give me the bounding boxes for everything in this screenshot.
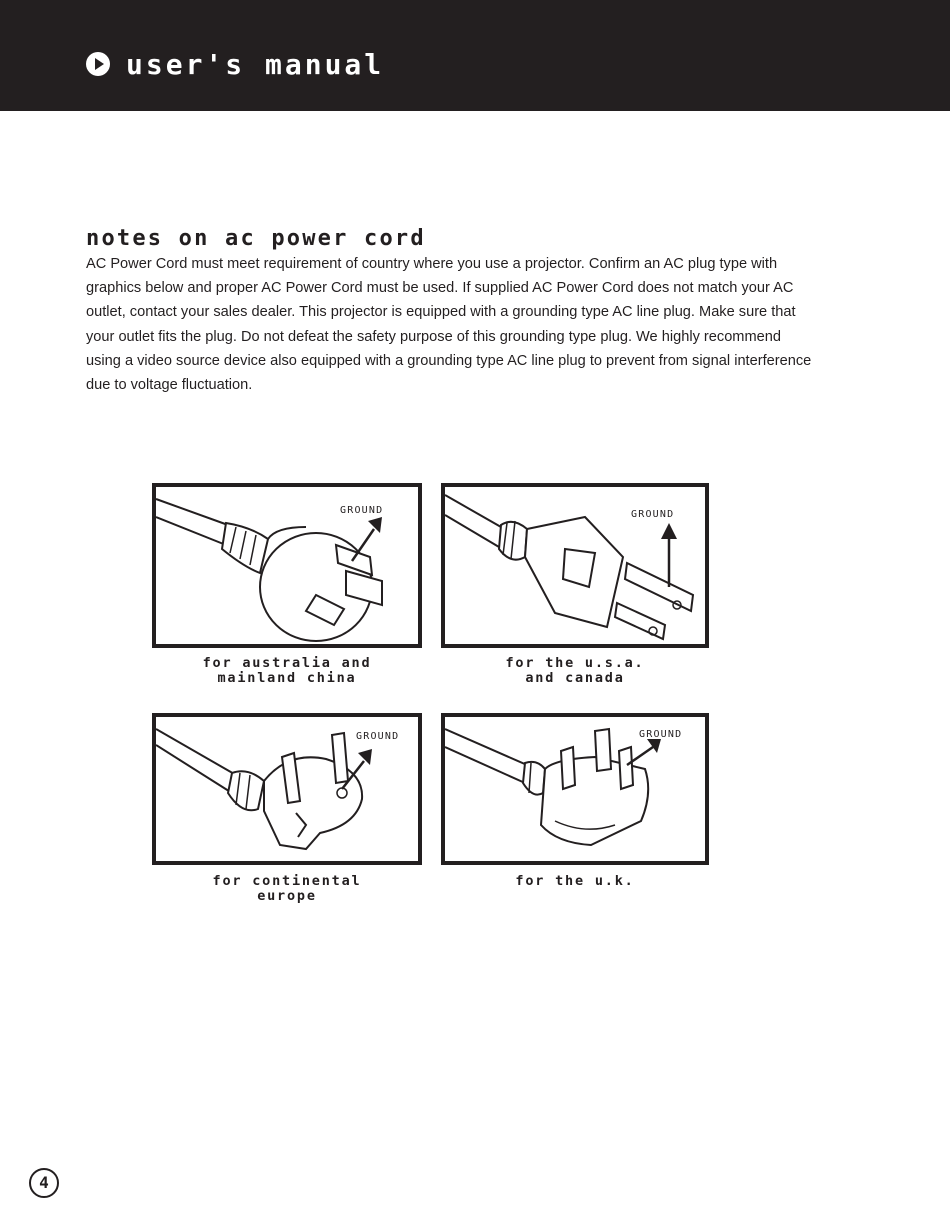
caption-line: europe bbox=[257, 888, 317, 904]
plug-caption-europe bbox=[152, 874, 422, 904]
ground-label: GROUND bbox=[639, 729, 683, 740]
europe-plug-icon bbox=[156, 717, 418, 861]
caption-line: for the u.k. bbox=[515, 873, 635, 889]
caption-line: for the u.s.a. bbox=[505, 655, 645, 671]
plug-caption-australia bbox=[152, 656, 422, 686]
plug-figure-uk bbox=[441, 713, 709, 865]
usa-plug-icon bbox=[445, 487, 705, 644]
australia-plug-icon bbox=[156, 487, 418, 644]
ground-label: GROUND bbox=[356, 731, 400, 742]
play-circle-icon bbox=[86, 52, 110, 76]
plug-caption-usa bbox=[436, 656, 714, 686]
caption-line: for australia and bbox=[202, 655, 372, 671]
caption-line: for continental bbox=[212, 873, 362, 889]
caption-line: mainland china bbox=[217, 670, 357, 686]
body-paragraph: AC Power Cord must meet requirement of country where you use a projector. Confirm an AC plug type with graphics below and proper AC Power Cord must be used. If supplied AC Power Cord does not match your AC outlet, contact your sales dealer. This projector is equipped with a grounding type AC line plug. Make sure that your outlet fits the plug. Do not defeat the safety purpose of this grounding type plug. We highly recommend using a video source device also equipped with a grounding type AC line plug to prevent from signal interference due to voltage fluctuation. bbox=[86, 256, 812, 394]
ground-label: GROUND bbox=[340, 505, 384, 516]
plug-figure-australia bbox=[152, 483, 422, 648]
header-bar bbox=[0, 0, 950, 111]
caption-line: and canada bbox=[525, 670, 625, 686]
plug-caption-uk bbox=[436, 874, 714, 889]
page-number: 4 bbox=[29, 1168, 59, 1198]
ground-label: GROUND bbox=[631, 509, 675, 520]
uk-plug-icon bbox=[445, 717, 705, 861]
header-title: user's manual bbox=[126, 48, 385, 81]
plug-figure-usa bbox=[441, 483, 709, 648]
plug-figure-europe bbox=[152, 713, 422, 865]
section-title: notes on ac power cord bbox=[86, 226, 426, 251]
